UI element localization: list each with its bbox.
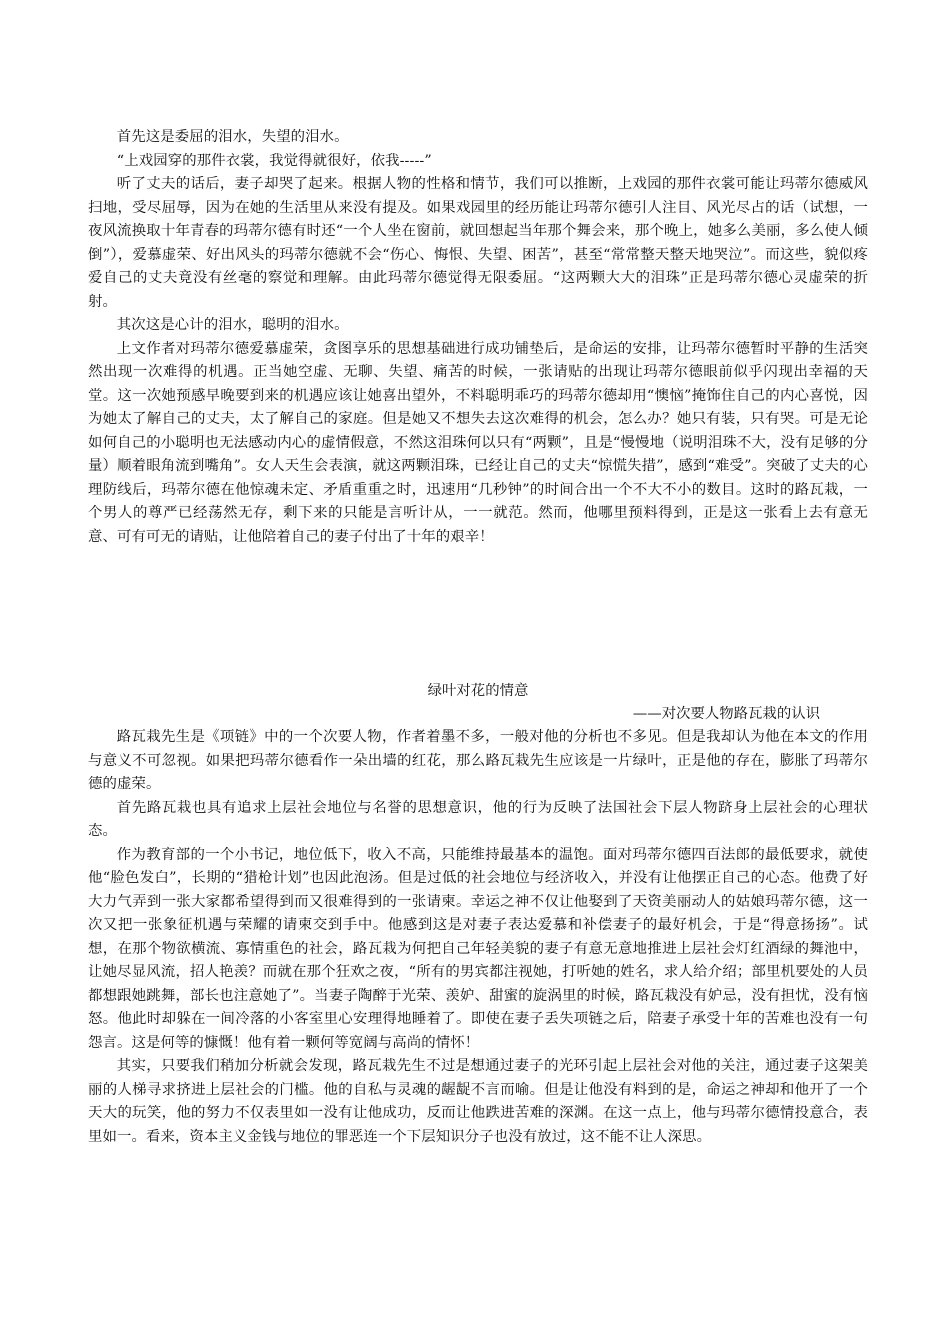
paragraph: 首先这是委屈的泪水，失望的泪水。 xyxy=(116,129,349,145)
paragraph: 上文作者对玛蒂尔德爱慕虚荣，贪图享乐的思想基础进行成功铺垫后，是命运的安排，让玛蒂尔德暂时平静的生活突然出现一次难得的机遇。正当她空虚、无聊、失望、痛苦的时候，一张请贴的出现让玛蒂尔德眼前似乎闪现出幸福的天堂。这一次她预感早晚要到来的机遇应该让她喜出望外，不料聪明乖巧的玛蒂尔德却用“懊恼”掩饰住自己的内心喜悦，因为她太了解自己的丈夫，太了解自己的家庭。但是她又不想失去这次难得的机会，怎么办？她只有装，只有哭。可是无论如何自己的小聪明也无法感动内心的虚情假意，不然这泪珠何以只有“两颗”，且是“慢慢地（说明泪珠不大，没有足够的分量）顺着眼角流到嘴角”。女人天生会表演，就这两颗泪珠，已经让自己的丈夫“惊慌失措”，感到“难受”。突破了丈夫的心理防线后，玛蒂尔德在他惊魂未定、矛盾重重之时，迅速用“几秒钟”的时间合出一个不大不小的数目。这时的路瓦栽，一个男人的尊严已经荡然无存，剩下来的只能是言听计从，一一就范。然而，他哪里预料得到，正是这一张看上去有意无意、可有可无的请贴，让他陪着自己的妻子付出了十年的艰辛！ xyxy=(88,340,868,545)
essay-subtitle: ——对次要人物路瓦栽的认识 xyxy=(632,706,820,722)
paragraph: 其次这是心计的泪水，聪明的泪水。 xyxy=(116,317,349,333)
paragraph: 路瓦栽先生是《项链》中的一个次要人物，作者着墨不多，一般对他的分析也不多见。但是我却认为他在本文的作用与意义不可忽视。如果把玛蒂尔德看作一朵出墙的红花，那么路瓦栽先生应该是一片绿叶，正是他的存在，膨胀了玛蒂尔德的虚荣。 xyxy=(88,729,868,792)
section-tears-analysis xyxy=(88,126,868,549)
essay-title: 绿叶对花的情意 xyxy=(427,683,529,699)
paragraph: 作为教育部的一个小书记，地位低下，收入不高，只能维持最基本的温饱。面对玛蒂尔德四百法郎的最低要求，就使他“脸色发白”，长期的“猎枪计划”也因此泡汤。但是过低的社会地位与经济收入，并没有让他摆正自己的心态。他费了好大力气弄到一张大家都希望得到而又很难得到的一张请柬。幸运之神不仅让他娶到了天资美丽动人的姑娘玛蒂尔德，这一次又把一张象征机遇与荣耀的请柬交到手中。他感到这是对妻子表达爱慕和补偿妻子的最好机会，于是“得意扬扬”。试想，在那个物欲横流、寡情重色的社会，路瓦栽为何把自己年轻美貌的妻子有意无意地推进上层社会灯红酒绿的舞池中，让她尽显风流，招人艳羡？而就在那个狂欢之夜，“所有的男宾都注视她，打听她的姓名，求人给介绍；部里机要处的人员都想跟她跳舞，部长也注意她了”。当妻子陶醉于光荣、羡妒、甜蜜的旋涡里的时候，路瓦栽没有妒忌，没有担忧，没有恼怒。他此时却躲在一间冷落的小客室里心安理得地睡着了。即使在妻子丢失项链之后，陪妻子承受十年的苦难也没有一句怨言。这是何等的慷慨！他有着一颗何等宽阔与高尚的情怀！ xyxy=(88,846,868,1051)
paragraph: 首先路瓦栽也具有追求上层社会地位与名誉的思想意识，他的行为反映了法国社会下层人物跻身上层社会的心理状态。 xyxy=(88,799,868,839)
section-green-leaf-essay xyxy=(88,679,868,1149)
paragraph-quote: “上戏园穿的那件衣裳，我觉得就很好，依我-----” xyxy=(116,152,432,169)
paragraph: 其实，只要我们稍加分析就会发现，路瓦栽先生不过是想通过妻子的光环引起上层社会对他的关注，通过妻子这架美丽的人梯寻求挤进上层社会的门槛。他的自私与灵魂的龌龊不言而喻。但是让他没有料到的是，命运之神却和他开了一个天大的玩笑，他的努力不仅表里如一没有让他成功，反而让他跌进苦难的深渊。在这一点上，他与玛蒂尔德情投意合，表里如一。看来，资本主义金钱与地位的罪恶连一个下层知识分子也没有放过，这不能不让人深思。 xyxy=(88,1058,868,1145)
paragraph: 听了丈夫的话后，妻子却哭了起来。根据人物的性格和情节，我们可以推断，上戏园的那件衣裳可能让玛蒂尔德威风扫地，受尽屈辱，因为在她的生活里从来没有提及。如果戏园里的经历能让玛蒂尔德引人注目、风光尽占的话（试想，一夜风流换取十年青春的玛蒂尔德有时还“一个人坐在窗前，就回想起当年那个舞会来，那个晚上，她多么美丽，多么使人倾倒”），爱慕虚荣、好出风头的玛蒂尔德就不会“伤心、悔恨、失望、困苦”，甚至“常常整天整天地哭泣”。而这些，貌似疼爱自己的丈夫竟没有丝毫的察觉和理解。由此玛蒂尔德觉得无限委屈。“这两颗大大的泪珠”正是玛蒂尔德心灵虚荣的折射。 xyxy=(88,176,868,310)
